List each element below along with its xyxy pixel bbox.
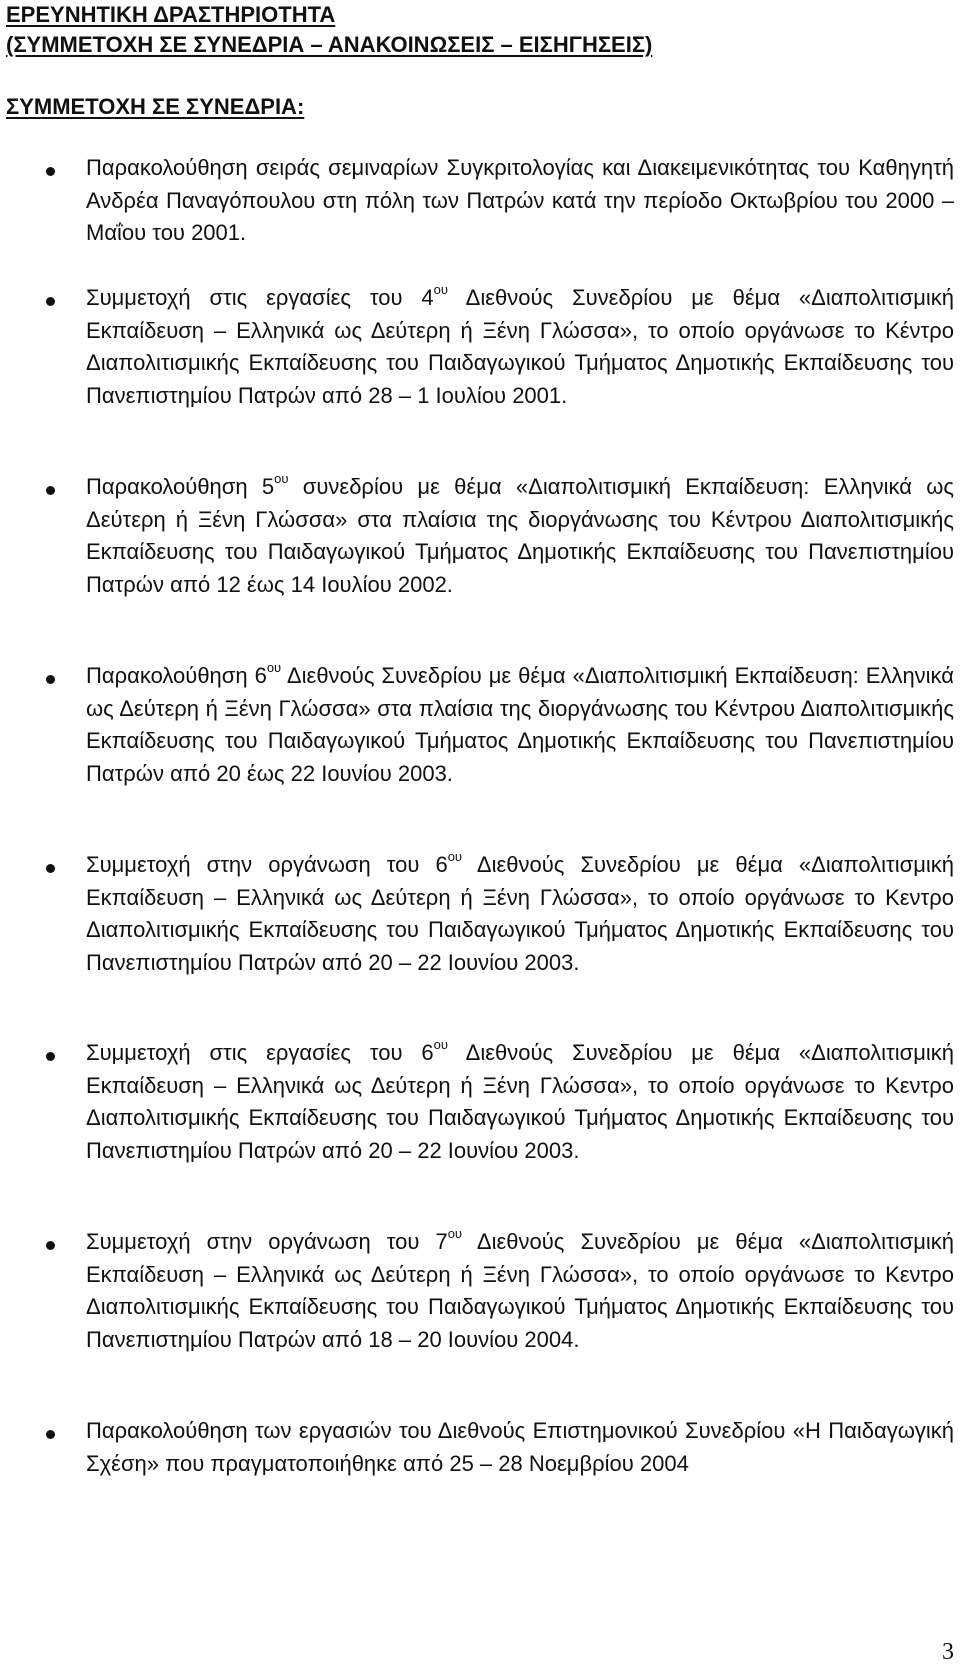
bullet-icon	[46, 486, 55, 495]
bullet-icon	[46, 1430, 55, 1439]
list-item-text-start: Παρακολούθηση 5	[86, 474, 275, 499]
list-item	[86, 282, 954, 412]
list-item-text-start: Συμμετοχή στην οργάνωση του 6	[86, 852, 448, 877]
list-item	[86, 471, 954, 601]
page-title: ΕΡΕΥΝΗΤΙΚΗ ΔΡΑΣΤΗΡΙΟΤΗΤΑ	[6, 2, 336, 27]
list-item-text-start: Συμμετοχή στην οργάνωση του 7	[86, 1229, 448, 1254]
bullet-icon	[46, 1241, 55, 1250]
list-item-text: Παρακολούθηση των εργασιών του Διεθνούς Επιστημονικού Συνεδρίου «Η Παιδαγωγική Σχέση» που πραγματοποιήθηκε από 25 – 28 Νοεμβρίου 2004	[86, 1418, 954, 1476]
list-item-text-rest: Διεθνούς Συνεδρίου με θέμα «Διαπολιτισμική Εκπαίδευση – Ελληνικά ως Δεύτερη ή Ξένη Γλώσσα», το οποίο οργάνωσε το Κέντρο Διαπολιτισμικής Εκπαίδευσης του Παιδαγωγικού Τμήματος Δημοτικής Εκπαίδευσης του Πανεπιστημίου Πατρών από 28 – 1 Ιουλίου 2001.	[86, 285, 954, 408]
list-item	[86, 152, 954, 250]
ordinal-suffix: ου	[266, 660, 282, 675]
bullet-icon	[46, 1052, 55, 1061]
page-number: 3	[942, 1639, 954, 1665]
list-item	[86, 660, 954, 790]
list-item-text-start: Συμμετοχή στις εργασίες του 4	[86, 285, 434, 310]
list-item-text-start: Παρακολούθηση 6	[86, 663, 267, 688]
list-item-text-rest: συνεδρίου με θέμα «Διαπολιτισμική Εκπαίδευση: Ελληνικά ως Δεύτερη ή Ξένη Γλώσσα» στα πλαίσια της διοργάνωσης του Κέντρου Διαπολιτισμικής Εκπαίδευσης του Παιδαγωγικού Τμήματος Δημοτικής Εκπαίδευσης του Πανεπιστημίου Πατρών από 12 έως 14 Ιουλίου 2002.	[86, 474, 955, 597]
list-item-text-rest: Διεθνούς Συνεδρίου με θέμα «Διαπολιτισμική Εκπαίδευση – Ελληνικά ως Δεύτερη ή Ξένη Γλώσσα», το οποίο οργάνωσε το Κεντρο Διαπολιτισμικής Εκπαίδευσης του Παιδαγωγικού Τμήματος Δημοτικής Εκπαίδευσης του Πανεπιστημίου Πατρών από 20 – 22 Ιουνίου 2003.	[86, 1040, 954, 1163]
list-item	[86, 1037, 954, 1167]
list-item-text-rest: Διεθνούς Συνεδρίου με θέμα «Διαπολιτισμική Εκπαίδευση – Ελληνικά ως Δεύτερη ή Ξένη Γλώσσα», το οποίο οργάνωσε το Κεντρο Διαπολιτισμικής Εκπαίδευσης του Παιδαγωγικού Τμήματος Δημοτικής Εκπαίδευσης του Πανεπιστημίου Πατρών από 18 – 20 Ιουνίου 2004.	[86, 1229, 954, 1352]
list-item-text-rest: Διεθνούς Συνεδρίου με θέμα «Διαπολιτισμική Εκπαίδευση: Ελληνικά ως Δεύτερη ή Ξένη Γλώσσα» στα πλαίσια της διοργάνωσης του Κέντρου Διαπολιτισμικής Εκπαίδευσης του Παιδαγωγικού Τμήματος Δημοτικής Εκπαίδευσης του Πανεπιστημίου Πατρών από 20 έως 22 Ιουνίου 2003.	[86, 663, 955, 786]
ordinal-suffix: ου	[274, 471, 289, 486]
bullet-icon	[46, 675, 55, 684]
bullet-icon	[46, 864, 55, 873]
ordinal-suffix: ου	[447, 1226, 463, 1241]
ordinal-suffix: ου	[433, 1037, 448, 1052]
list-item	[86, 849, 954, 979]
list-item-text: Παρακολούθηση σειράς σεμιναρίων Συγκριτολογίας και Διακειμενικότητας του Καθηγητή Ανδρέα Παναγόπουλου στη πόλη των Πατρών κατά την περίοδο Οκτωβρίου του 2000 – Μαΐου του 2001.	[86, 155, 954, 246]
ordinal-suffix: ου	[433, 282, 448, 297]
page-subtitle: (ΣΥΜΜΕΤΟΧΗ ΣΕ ΣΥΝΕΔΡΙΑ – ΑΝΑΚΟΙΝΩΣΕΙΣ – ΕΙΣΗΓΗΣΕΙΣ)	[6, 32, 653, 57]
list-item-text-start: Συμμετοχή στις εργασίες του 6	[86, 1040, 434, 1065]
bullet-icon	[46, 297, 55, 306]
list-item	[86, 1226, 954, 1356]
bullet-icon	[46, 167, 55, 176]
list-item	[86, 1415, 954, 1480]
ordinal-suffix: ου	[447, 849, 463, 864]
section-heading: ΣΥΜΜΕΤΟΧΗ ΣΕ ΣΥΝΕΔΡΙΑ:	[6, 94, 305, 119]
list-item-text-rest: Διεθνούς Συνεδρίου με θέμα «Διαπολιτισμική Εκπαίδευση – Ελληνικά ως Δεύτερη ή Ξένη Γλώσσα», το οποίο οργάνωσε το Κεντρο Διαπολιτισμικής Εκπαίδευσης του Παιδαγωγικού Τμήματος Δημοτικής Εκπαίδευσης του Πανεπιστημίου Πατρών από 20 – 22 Ιουνίου 2003.	[86, 852, 954, 975]
